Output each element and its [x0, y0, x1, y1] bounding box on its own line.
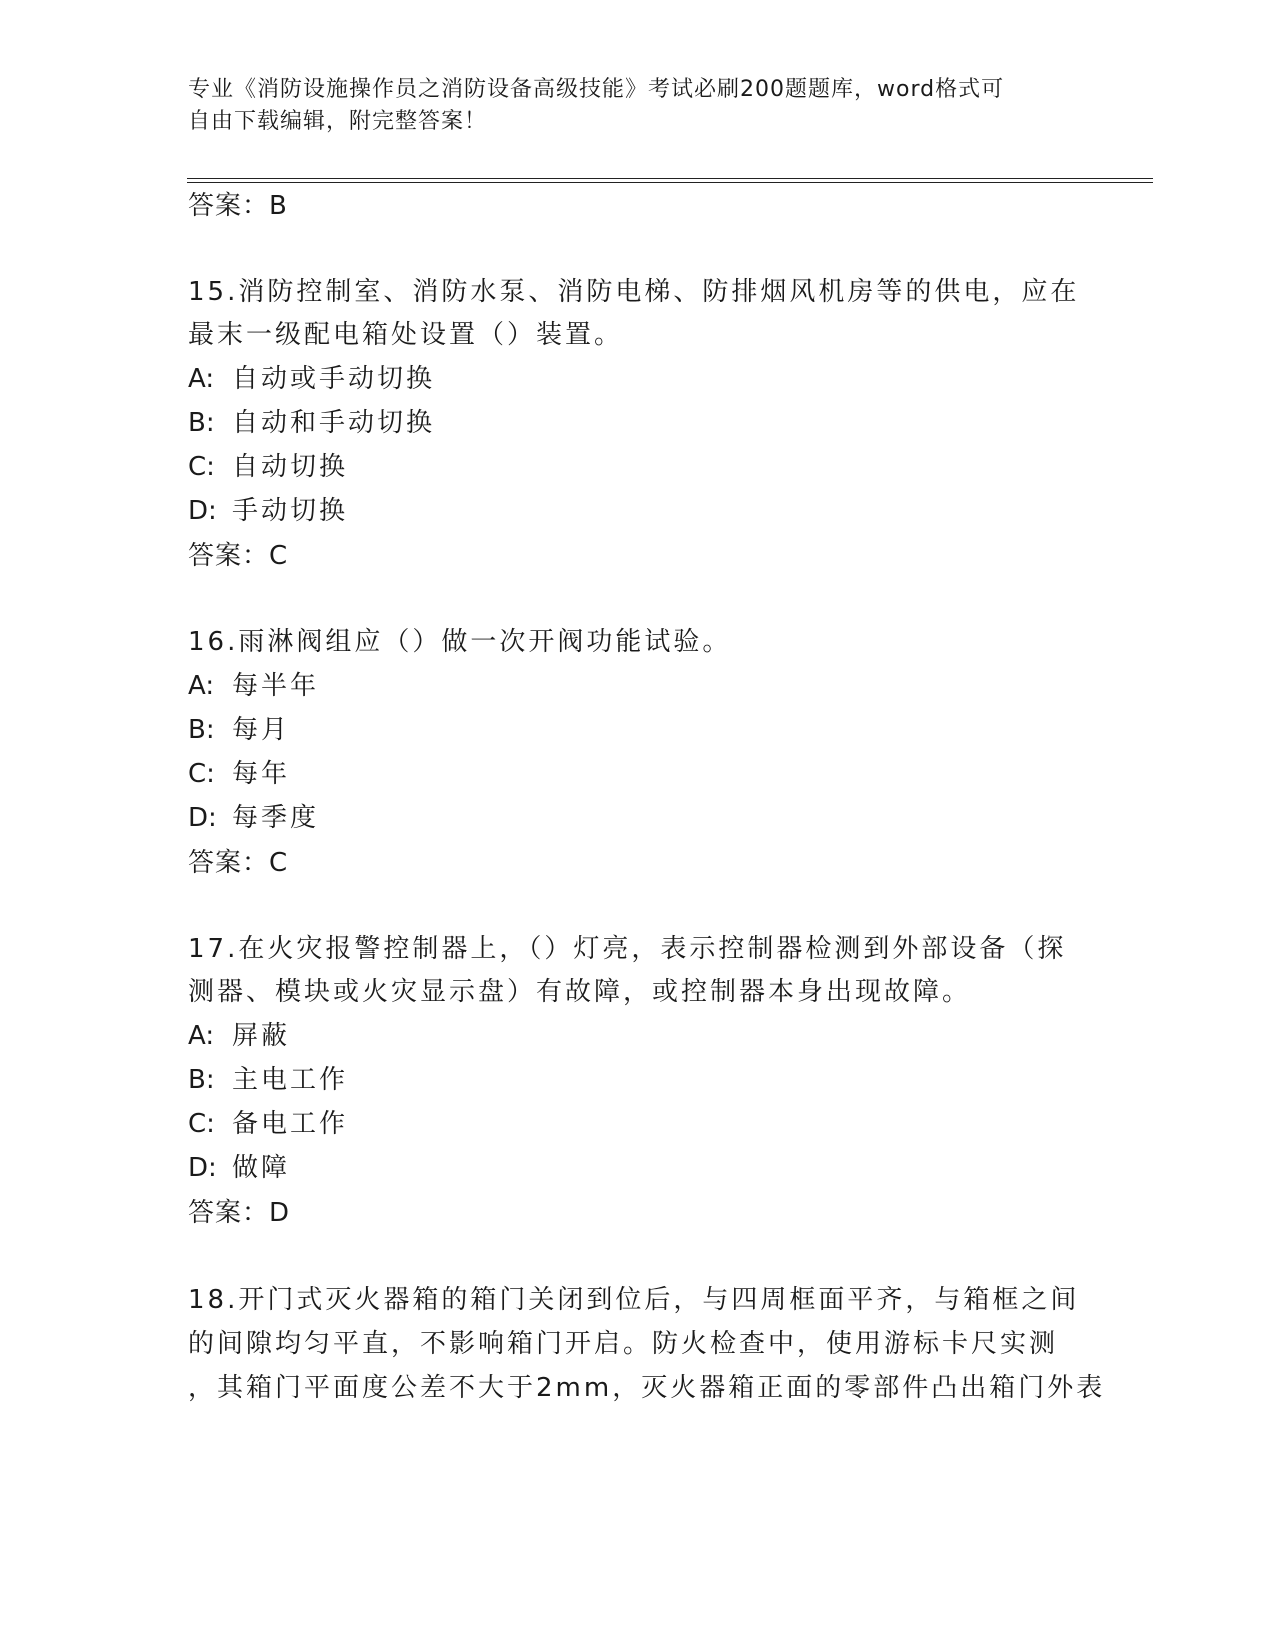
question-15-option-c	[188, 450, 348, 484]
document-header	[188, 74, 1088, 138]
option-text: 每半年	[232, 671, 320, 701]
question-16-option-b	[188, 713, 290, 747]
option-key: B:	[188, 715, 215, 745]
option-key: D:	[188, 496, 217, 526]
option-key: C:	[188, 759, 215, 789]
question-15-answer: 答案：C	[188, 541, 289, 571]
question-17-answer: 答案：D	[188, 1198, 291, 1228]
previous-answer: 答案：B	[188, 191, 288, 221]
option-key: A:	[188, 671, 215, 701]
question-18-line-3: ，其箱门平面度公差不大于2mm，灭火器箱正面的零部件凸出箱门外表	[188, 1373, 1106, 1403]
option-text: 备电工作	[232, 1109, 349, 1139]
question-17-option-b	[188, 1063, 348, 1097]
option-key: C:	[188, 452, 215, 482]
question-16-option-a	[188, 669, 319, 703]
question-15-option-d	[188, 494, 348, 528]
option-text: 自动和手动切换	[232, 408, 436, 438]
question-17-option-c	[188, 1107, 348, 1141]
question-16-option-c	[188, 757, 290, 791]
option-text: 手动切换	[232, 496, 349, 526]
option-key: C:	[188, 1109, 215, 1139]
question-15-option-b	[188, 406, 435, 440]
option-key: A:	[188, 364, 215, 394]
header-line-1: 专业《消防设施操作员之消防设备高级技能》考试必刷200题题库，word格式可	[188, 77, 1005, 102]
question-18-line-1: 18.开门式灭火器箱的箱门关闭到位后，与四周框面平齐，与箱框之间	[188, 1285, 1080, 1315]
option-text: 自动切换	[232, 452, 349, 482]
option-text: 主电工作	[232, 1065, 349, 1095]
question-16-option-d	[188, 801, 319, 835]
question-17-line-1: 17.在火灾报警控制器上，（）灯亮，表示控制器检测到外部设备（探	[188, 934, 1067, 964]
option-text: 每季度	[232, 803, 320, 833]
question-16-line-1: 16.雨淋阀组应（）做一次开阀功能试验。	[188, 627, 732, 657]
question-17-option-a	[188, 1019, 290, 1053]
option-key: D:	[188, 1153, 217, 1183]
header-divider-top	[187, 178, 1153, 179]
option-key: D:	[188, 803, 217, 833]
option-text: 每年	[232, 759, 291, 789]
option-text: 每月	[232, 715, 291, 745]
option-key: B:	[188, 408, 215, 438]
question-15-option-a	[188, 362, 435, 396]
header-divider-bottom	[187, 182, 1153, 183]
option-text: 做障	[232, 1153, 291, 1183]
option-text: 屏蔽	[232, 1021, 291, 1051]
question-15-line-2: 最末一级配电箱处设置（）装置。	[188, 320, 624, 350]
question-16-answer: 答案：C	[188, 848, 289, 878]
question-17-option-d	[188, 1151, 290, 1185]
option-text: 自动或手动切换	[232, 364, 436, 394]
header-line-2: 自由下载编辑，附完整答案！	[188, 109, 488, 134]
question-18-line-2: 的间隙均匀平直，不影响箱门开启。防火检查中，使用游标卡尺实测	[188, 1329, 1059, 1359]
question-17-line-2: 测器、模块或火灾显示盘）有故障，或控制器本身出现故障。	[188, 977, 972, 1007]
option-key: A:	[188, 1021, 215, 1051]
option-key: B:	[188, 1065, 215, 1095]
question-15-line-1: 15.消防控制室、消防水泵、消防电梯、防排烟风机房等的供电，应在	[188, 277, 1080, 307]
